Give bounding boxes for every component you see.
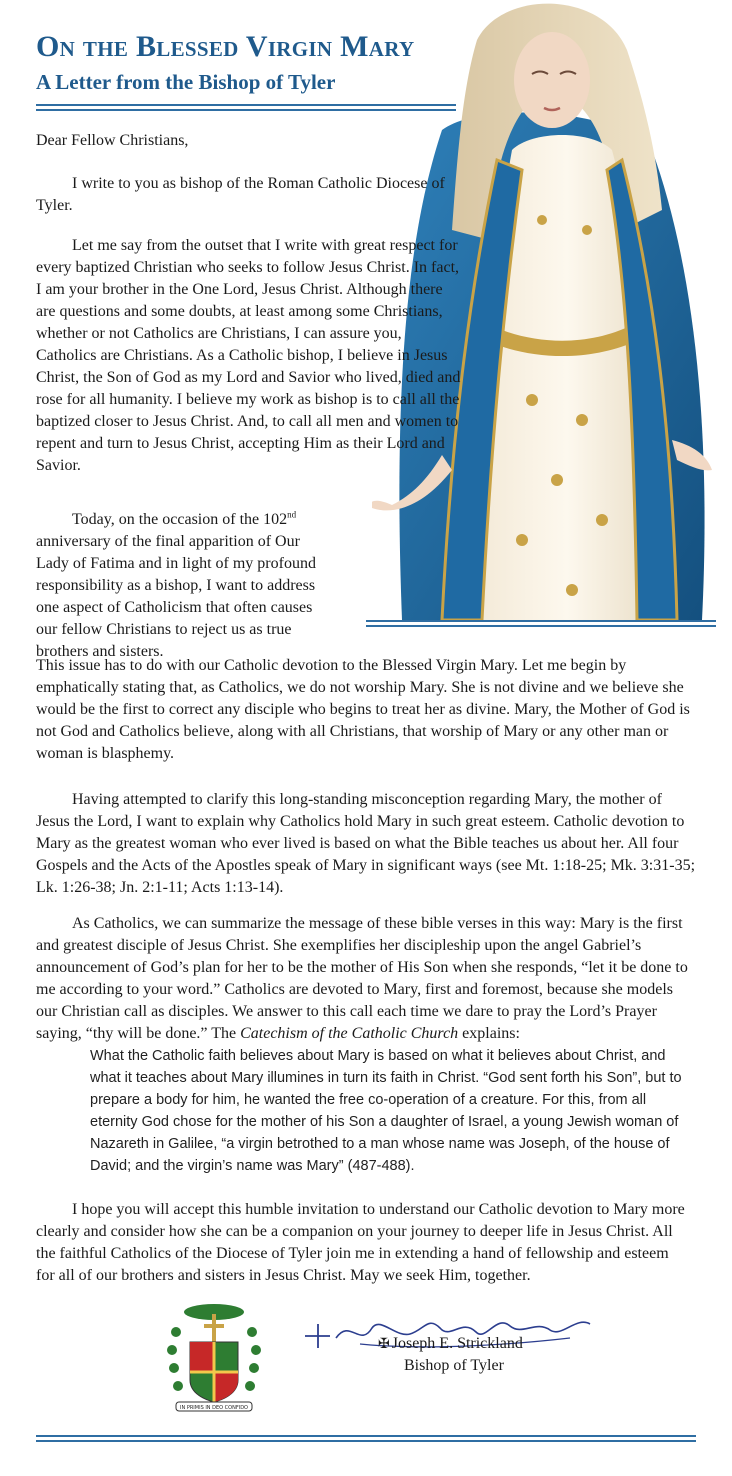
letter-paragraph-1: I write to you as bishop of the Roman Catholic Diocese of Tyler.	[36, 175, 445, 214]
episcopal-coat-of-arms-icon	[166, 1302, 262, 1414]
letter-paragraph-3-continued: This issue has to do with our Catholic devotion to the Blessed Virgin Mary. Let me begin by emphatically stating that, as Catholics, we do not worship Mary. She is not divine and we believe she would be the first to correct any disciple who begins to treat her as divine. Mary, the Mother of God is not God and Catholics believe, along with all Christians, that worship of Mary or any other man or woman is blasphemy.	[36, 657, 690, 762]
catechism-title: Catechism of the Catholic Church	[240, 1025, 459, 1042]
paragraph-3-rest: anniversary of the final apparition of Our Lady of Fatima and in light of my profound responsibility as a bishop, I want to address one aspect of Catholicism that often causes our fellow Christians to reject us as true brothers and sisters.	[36, 533, 316, 660]
crest-motto: IN PRIMIS IN DEO CONFIDO	[180, 1405, 248, 1411]
bishop-name	[378, 1333, 523, 1356]
image-divider	[366, 620, 716, 627]
ordinal-suffix: nd	[287, 509, 297, 520]
bishop-name-text: Joseph E. Strickland	[391, 1335, 523, 1352]
letter-salutation: Dear Fellow Christians,	[36, 132, 189, 149]
letter-paragraph-6: I hope you will accept this humble invitation to understand our Catholic devotion to Mary more clearly and consider how she can be a companion on your journey to deeper life in Jesus Christ. All the faithful Catholics of the Diocese of Tyler join me in extending a hand of fellowship and esteem for all of our brothers and sisters in Jesus Christ. May we seek Him, together.	[36, 1201, 685, 1284]
letter-paragraph-5	[36, 913, 696, 1045]
letter-paragraph-4: Having attempted to clarify this long-standing misconception regarding Mary, the mother of Jesus the Lord, I want to explain why Catholics hold Mary in such great esteem. Catholic devotion to Mary as the greatest woman who ever lived is based on what the Bible teaches us about her. All four Gospels and the Acts of the Apostles speak of Mary in significant ways (see Mt. 1:18-25; Mk. 3:31-35; Lk. 1:26-38; Jn. 2:1-11; Acts 1:13-14).	[36, 791, 696, 896]
catechism-quote: What the Catholic faith believes about Mary is based on what it believes about Christ, and what it teaches about Mary illumines in turn its faith in Christ. “God sent forth his Son”, but to prepare a body for him, he wanted the free co-operation of a creature. For this, from all eternity God chose for the mother of his Son a daughter of Israel, a young Jewish woman of Nazareth in Galilee, “a virgin betrothed to a man whose name was Joseph, of the house of David; and the virgin’s name was Mary” (487-488).	[90, 1048, 682, 1174]
page-title: On the Blessed Virgin Mary	[36, 30, 415, 63]
letter-paragraph-3	[36, 509, 331, 663]
paragraph-3-start: Today, on the occasion of the 102	[72, 511, 288, 528]
footer-divider	[36, 1435, 696, 1442]
paragraph-5-end: explains:	[458, 1025, 520, 1042]
bishop-title: Bishop of Tyler	[404, 1357, 504, 1374]
letter-paragraph-2: Let me say from the outset that I write with great respect for every baptized Christian who seeks to follow Jesus Christ. In fact, I am your brother in the One Lord, Jesus Christ. Although there are questions and some doubts, at least among some Christians, whether or not Catholics are Christians, I can assure you, Catholics are Christians. As a Catholic bishop, I believe in Jesus Christ, the Son of God as my Lord and Savior who lived, died and rose for all humanity. I believe my work as bishop is to call all the baptized closer to Jesus Christ. And, to call all men and women to repent and turn to Jesus Christ, accepting Him as their Lord and Savior.	[36, 237, 461, 474]
maltese-cross-icon: ✠	[378, 1337, 390, 1352]
page-subtitle: A Letter from the Bishop of Tyler	[36, 70, 336, 94]
paragraph-5-start: As Catholics, we can summarize the message of these bible verses in this way: Mary is the first and greatest disciple of Jesus Christ. She exemplifies her discipleship upon the angel Gabriel’s announcement of God’s plan for her to be the mother of His Son when she responds, “let it be done to me according to your word.” Catholics are devoted to Mary, first and foremost, because she models our Christian call as disciples. We answer to this call each time we dare to pray the Lord’s Prayer saying, “thy will be done.” The	[36, 915, 688, 1042]
